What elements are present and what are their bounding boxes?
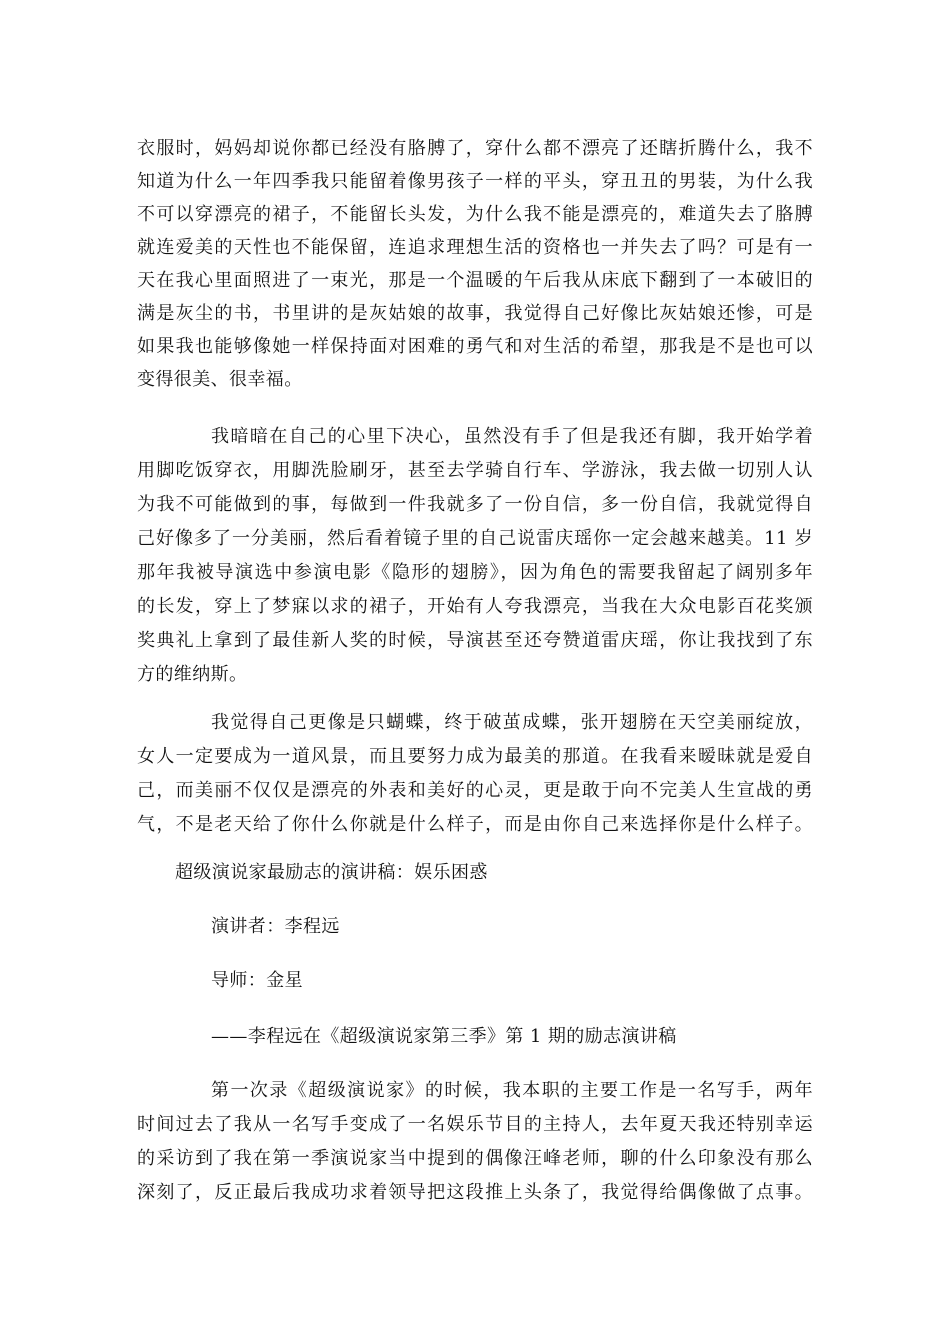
paragraph-line: 的采访到了我在第一季演说家当中提到的偶像汪峰老师，聊的什么印象没有那么 [137, 1148, 813, 1169]
speech-title-text: 超级演说家最励志的演讲稿：娱乐困惑 [175, 862, 488, 883]
paragraph-line: 时间过去了我从一名写手变成了一名娱乐节目的主持人，去年夏天我还特别幸运 [137, 1114, 813, 1135]
source-text: ——李程远在《超级演说家第三季》第 1 期的励志演讲稿 [211, 1026, 677, 1047]
paragraph-line: 己，而美丽不仅仅是漂亮的外表和美好的心灵，更是敢于向不完美人生宣战的勇 [137, 780, 813, 801]
paragraph-line: 奖典礼上拿到了最佳新人奖的时候，导演甚至还夸赞道雷庆瑶，你让我找到了东 [137, 630, 813, 651]
paragraph-line: 天在我心里面照进了一束光，那是一个温暖的午后我从床底下翻到了一本破旧的 [137, 270, 813, 291]
paragraph-line: 知道为什么一年四季我只能留着像男孩子一样的平头，穿丑丑的男装，为什么我 [137, 171, 813, 192]
paragraph-line: 变得很美、很幸福。 [137, 369, 303, 390]
paragraph-line: 那年我被导演选中参演电影《隐形的翅膀》，因为角色的需要我留起了阔别多年 [137, 562, 813, 583]
paragraph-line: 第一次录《超级演说家》的时候，我本职的主要工作是一名写手，两年 [211, 1080, 813, 1101]
paragraph-line: 满是灰尘的书，书里讲的是灰姑娘的故事，我觉得自己好像比灰姑娘还惨，可是 [137, 303, 813, 324]
paragraph-line: 深刻了，反正最后我成功求着领导把这段推上头条了，我觉得给偶像做了点事。 [137, 1182, 813, 1203]
paragraph-line: 为我不可能做到的事，每做到一件我就多了一份自信，多一份自信，我就觉得自 [137, 494, 813, 515]
paragraph-line: 方的维纳斯。 [137, 664, 248, 685]
paragraph-line: 我觉得自己更像是只蝴蝶，终于破茧成蝶，张开翅膀在天空美丽绽放， [211, 712, 813, 733]
paragraph-line: 用脚吃饭穿衣，用脚洗脸刷牙，甚至去学骑自行车、学游泳，我去做一切别人认 [137, 460, 813, 481]
speaker-text: 演讲者：李程远 [211, 916, 340, 937]
paragraph-line: 的长发，穿上了梦寐以求的裙子，开始有人夸我漂亮，当我在大众电影百花奖颁 [137, 596, 813, 617]
paragraph-line: 己好像多了一分美丽，然后看着镜子里的自己说雷庆瑶你一定会越来越美。11 岁 [137, 528, 813, 549]
paragraph-line: 女人一定要成为一道风景，而且要努力成为最美的那道。在我看来暧昧就是爱自 [137, 746, 813, 767]
paragraph-line: 如果我也能够像她一样保持面对困难的勇气和对生活的希望，那我是不是也可以 [137, 336, 813, 357]
paragraph-line: 气，不是老天给了你什么你就是什么样子，而是由你自己来选择你是什么样子。 [137, 814, 813, 835]
mentor-text: 导师：金星 [211, 970, 303, 991]
paragraph-line: 我暗暗在自己的心里下决心，虽然没有手了但是我还有脚，我开始学着 [211, 426, 813, 447]
paragraph-line: 衣服时，妈妈却说你都已经没有胳膊了，穿什么都不漂亮了还瞎折腾什么，我不 [137, 138, 813, 159]
paragraph-line: 不可以穿漂亮的裙子，不能留长头发，为什么我不能是漂亮的，难道失去了胳膊 [137, 204, 813, 225]
paragraph-line: 就连爱美的天性也不能保留，连追求理想生活的资格也一并失去了吗？可是有一 [137, 237, 813, 258]
